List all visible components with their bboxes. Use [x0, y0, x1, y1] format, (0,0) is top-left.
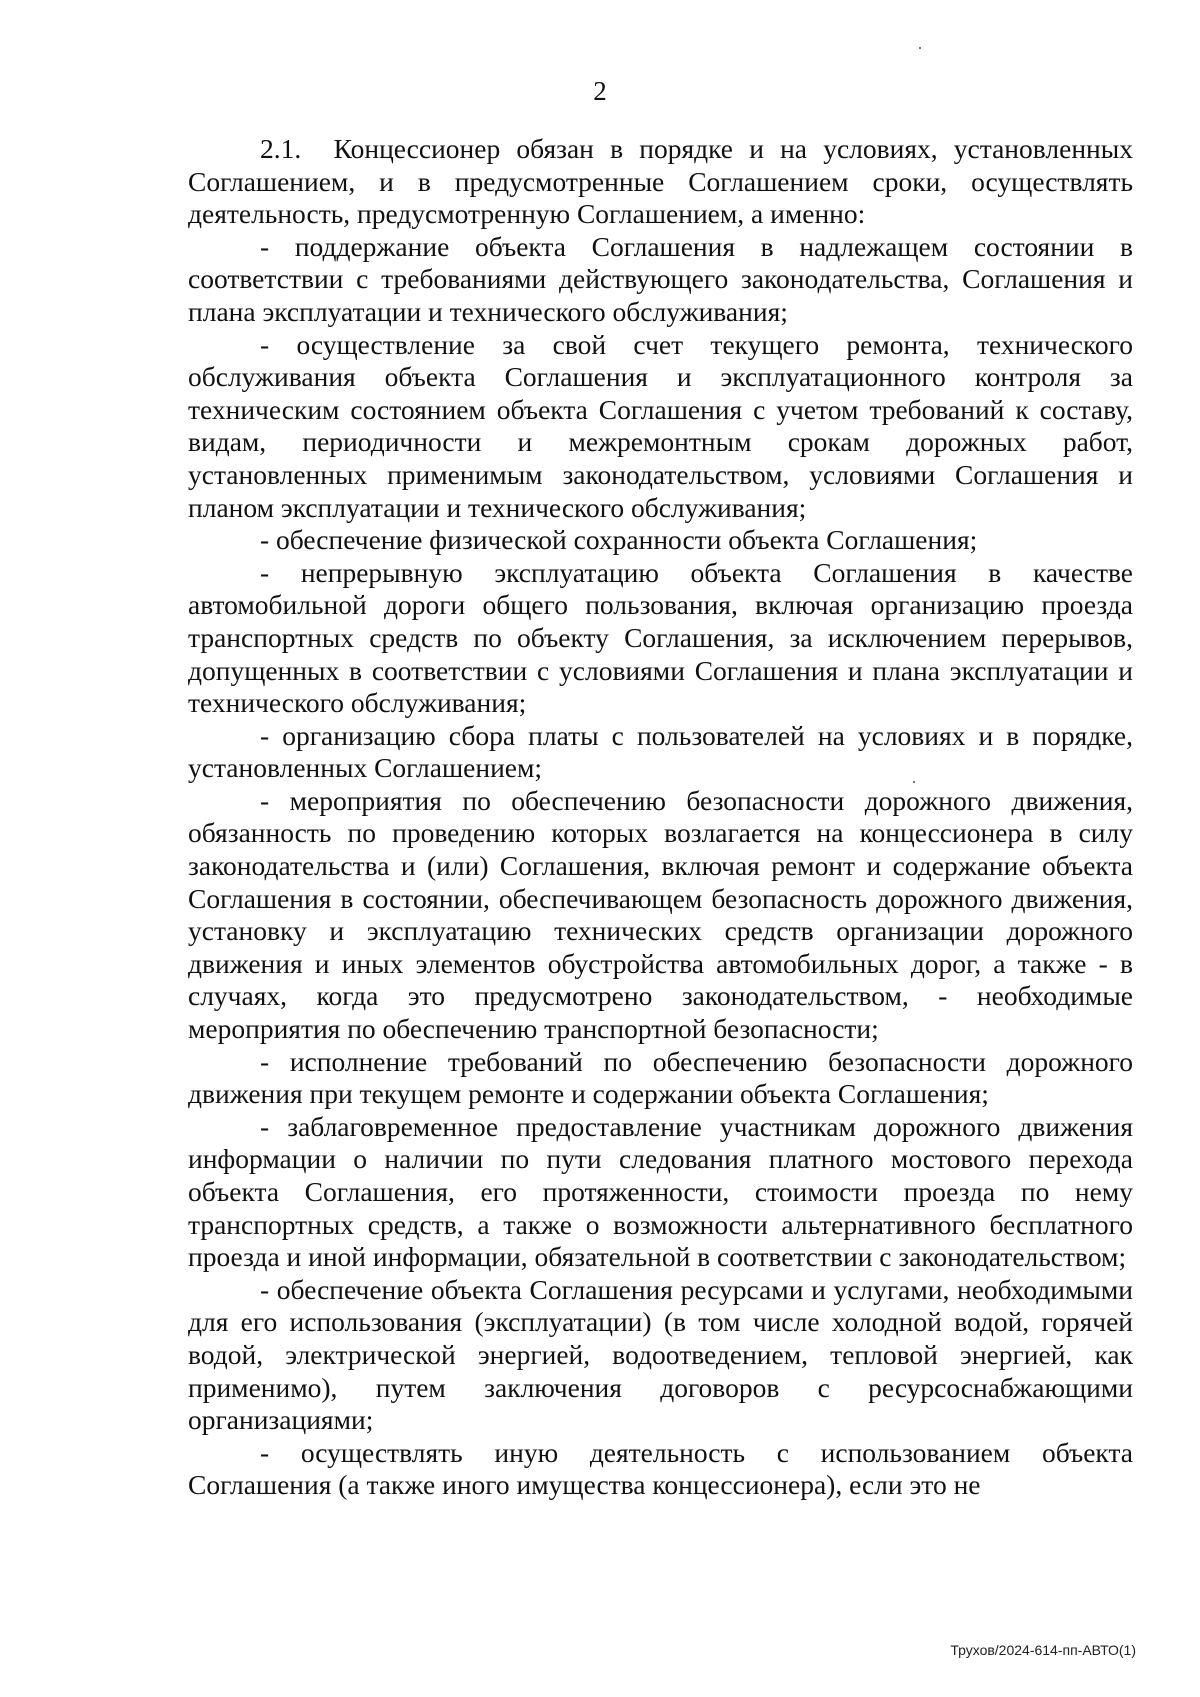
paragraph-list-item: - заблаговременное предоставление участникам дорожного движения информации о наличии по пути следования платного мостового перехода объекта Соглашения, его протяженности, стоимости проезда по нему транспортных средств, а также о возможности альтернативного бесплатного проезда и иной информации, обязательной в соответствии с законодательством; [188, 1110, 1133, 1273]
paragraph-list-item: - поддержание объекта Соглашения в надлежащем состоянии в соответствии с требованиями действующего законодательства, Соглашения и плана эксплуатации и технического обслуживания; [188, 230, 1133, 327]
document-body [188, 133, 1133, 1502]
scan-speck [919, 47, 921, 49]
page-number: 2 [593, 76, 607, 106]
paragraph-list-item: - осуществлять иную деятельность с использованием объекта Соглашения (а также иного имущества концессионера), если это не [188, 1436, 1133, 1501]
paragraph-list-item: - обеспечение физической сохранности объекта Соглашения; [260, 524, 978, 556]
paragraph-list-item: - непрерывную эксплуатацию объекта Соглашения в качестве автомобильной дороги общего пользования, включая организацию проезда транспортных средств по объекту Соглашения, за исключением перерывов, допущенных в соответствии с условиями Соглашения и плана эксплуатации и технического обслуживания; [188, 556, 1133, 719]
paragraph-list-item: - исполнение требований по обеспечению безопасности дорожного движения при текущем ремонте и содержании объекта Соглашения; [188, 1045, 1133, 1110]
paragraph-list-item: - мероприятия по обеспечению безопасности дорожного движения, обязанность по проведению которых возлагается на концессионера в силу законодательства и (или) Соглашения, включая ремонт и содержание объекта Соглашения в состоянии, обеспечивающем безопасность дорожного движения, установку и эксплуатацию технических средств организации дорожного движения и иных элементов обустройства автомобильных дорог, а также - в случаях, когда это предусмотрено законодательством, - необходимые мероприятия по обеспечению транспортной безопасности; [188, 784, 1133, 1045]
paragraph-clause-2-1: 2.1. Концессионер обязан в порядке и на условиях, установленных Соглашением, и в предусмотренные Соглашением сроки, осуществлять деятельность, предусмотренную Соглашением, а именно: [188, 133, 1133, 230]
paragraph-list-item: - осуществление за свой счет текущего ремонта, технического обслуживания объекта Соглашения и эксплуатационного контроля за техническим состоянием объекта Соглашения с учетом требований к составу, видам, периодичности и межремонтным срокам дорожных работ, установленных применимым законодательством, условиями Соглашения и планом эксплуатации и технического обслуживания; [188, 328, 1133, 523]
paragraph-list-item: - обеспечение объекта Соглашения ресурсами и услугами, необходимыми для его использования (эксплуатации) (в том числе холодной водой, горячей водой, электрической энергией, водоотведением, тепловой энергией, как применимо), путем заключения договоров с ресурсоснабжающими организациями; [188, 1273, 1133, 1436]
paragraph-list-item: - организацию сбора платы с пользователей на условиях и в порядке, установленных Соглашением; [188, 719, 1133, 784]
document-footer-code: Трухов/2024-614-пп-АВТО(1) [950, 1642, 1136, 1658]
